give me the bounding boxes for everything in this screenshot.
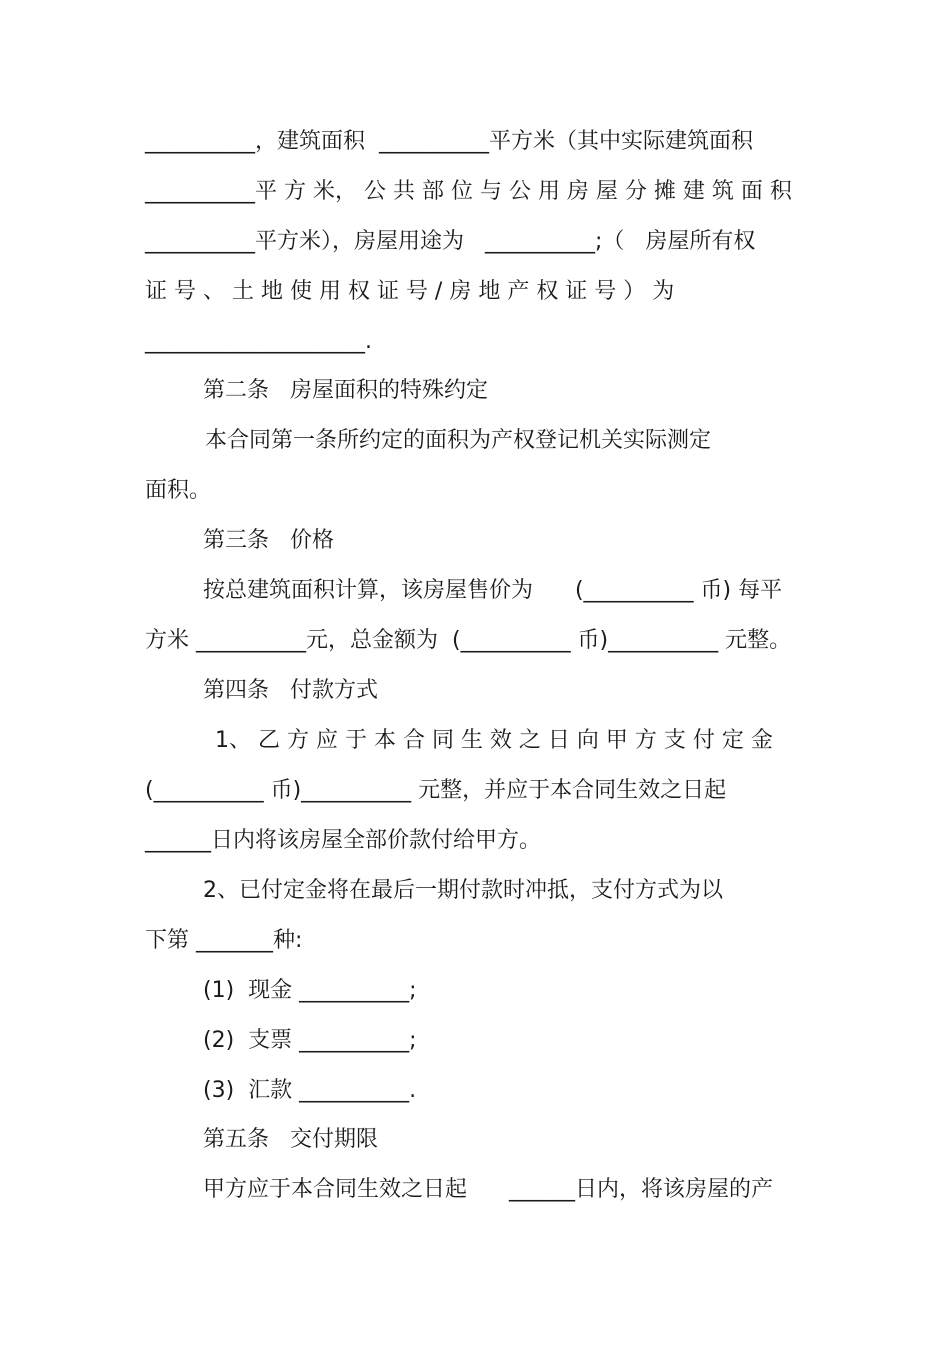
paragraph-line: __________平 方 米， 公 共 部 位 与 公 用 房 屋 分 摊 建 筑 面 积 [145, 179, 792, 204]
paragraph-line: 证 号 、 土 地 使 用 权 证 号 / 房 地 产 权 证 号 ） 为 [145, 279, 675, 304]
paragraph-line: 1、 乙 方 应 于 本 合 同 生 效 之 日 向 甲 方 支 付 定 金 [215, 728, 773, 753]
paragraph-line: 甲方应于本合同生效之日起 ______日内，将该房屋的产 [203, 1177, 773, 1202]
paragraph-line: ______日内将该房屋全部价款付给甲方。 [145, 828, 542, 853]
paragraph-line: (__________ 币)__________ 元整，并应于本合同生效之日起 [145, 778, 727, 803]
list-item: (3) 汇款 __________. [203, 1078, 417, 1103]
article-heading: 第五条 交付期限 [203, 1127, 378, 1152]
paragraph-line: __________，建筑面积 __________平方米（其中实际建筑面积 [145, 129, 753, 154]
article-heading: 第二条 房屋面积的特殊约定 [203, 378, 488, 403]
paragraph-line: __________平方米），房屋用途为 __________;（ 房屋所有权 [145, 229, 756, 254]
article-heading: 第三条 价格 [203, 528, 334, 553]
paragraph-line: 方米 __________元，总金额为 (__________ 币)__________ 元整。 [145, 628, 792, 653]
paragraph-line: 面积。 [145, 478, 212, 503]
paragraph-line: 2、已付定金将在最后一期付款时冲抵，支付方式为以 [203, 878, 723, 903]
list-item: (1) 现金 __________; [203, 978, 417, 1003]
list-item: (2) 支票 __________; [203, 1028, 417, 1053]
paragraph-line: 本合同第一条所约定的面积为产权登记机关实际测定 [205, 428, 712, 453]
article-heading: 第四条 付款方式 [203, 678, 378, 703]
paragraph-line: 下第 _______种: [145, 928, 303, 953]
paragraph-line: ____________________. [145, 329, 372, 354]
paragraph-line: 按总建筑面积计算，该房屋售价为 (__________ 币) 每平 [203, 578, 783, 603]
